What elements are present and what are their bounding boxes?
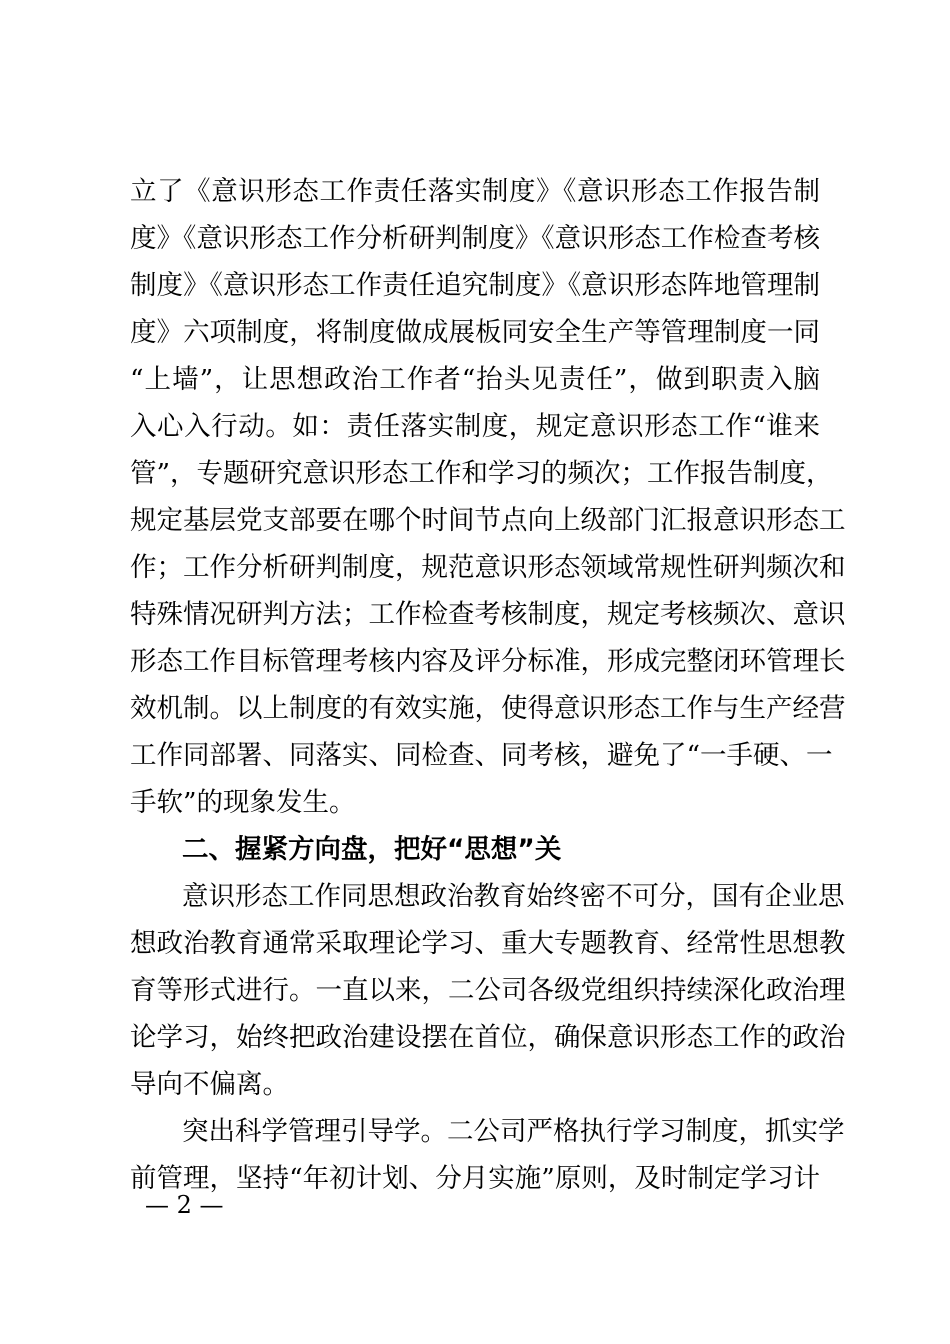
paragraph-line: 论学习，始终把政治建设摆在首位，确保意识形态工作的政治 xyxy=(130,1022,846,1053)
paragraph-line: 手软”的现象发生。 xyxy=(130,787,356,818)
paragraph-line: 规定基层党支部要在哪个时间节点向上级部门汇报意识形态工 xyxy=(130,505,846,536)
paragraph-line: 意识形态工作同思想政治教育始终密不可分，国有企业思 xyxy=(182,881,845,912)
paragraph-line: 导向不偏离。 xyxy=(130,1069,289,1100)
paragraph-line: “上墙”，让思想政治工作者“抬头见责任”，做到职责入脑 xyxy=(130,364,820,395)
paragraph-line: 育等形式进行。一直以来，二公司各级党组织持续深化政治理 xyxy=(130,975,846,1006)
paragraph-line: 管”，专题研究意识形态工作和学习的频次；工作报告制度， xyxy=(130,458,833,489)
paragraph-line: 工作同部署、同落实、同检查、同考核，避免了“一手硬、一 xyxy=(130,740,833,771)
paragraph-line: 度》六项制度，将制度做成展板同安全生产等管理制度一同 xyxy=(130,317,820,348)
paragraph-line: 度》《意识形态工作分析研判制度》《意识形态工作检查考核 xyxy=(130,223,820,254)
paragraph-line: 作；工作分析研判制度，规范意识形态领域常规性研判频次和 xyxy=(130,552,846,583)
paragraph-line: 形态工作目标管理考核内容及评分标准，形成完整闭环管理长 xyxy=(130,646,846,677)
page-number: — 2 — xyxy=(145,1191,224,1219)
paragraph-line: 立了《意识形态工作责任落实制度》《意识形态工作报告制 xyxy=(130,176,820,207)
paragraph-line: 特殊情况研判方法；工作检查考核制度，规定考核频次、意识 xyxy=(130,599,846,630)
paragraph-line: 想政治教育通常采取理论学习、重大专题教育、经常性思想教 xyxy=(130,928,846,959)
paragraph-line: 突出科学管理引导学。二公司严格执行学习制度，抓实学 xyxy=(182,1116,845,1147)
paragraph-line: 效机制。以上制度的有效实施，使得意识形态工作与生产经营 xyxy=(130,693,846,724)
paragraph-line: 制度》《意识形态工作责任追究制度》《意识形态阵地管理制 xyxy=(130,270,820,301)
paragraph-line: 前管理，坚持“年初计划、分月实施”原则，及时制定学习计 xyxy=(130,1163,820,1194)
paragraph-line: 入心入行动。如：责任落实制度，规定意识形态工作“谁来 xyxy=(130,411,820,442)
section-heading: 二、握紧方向盘，把好“思想”关 xyxy=(182,834,562,865)
